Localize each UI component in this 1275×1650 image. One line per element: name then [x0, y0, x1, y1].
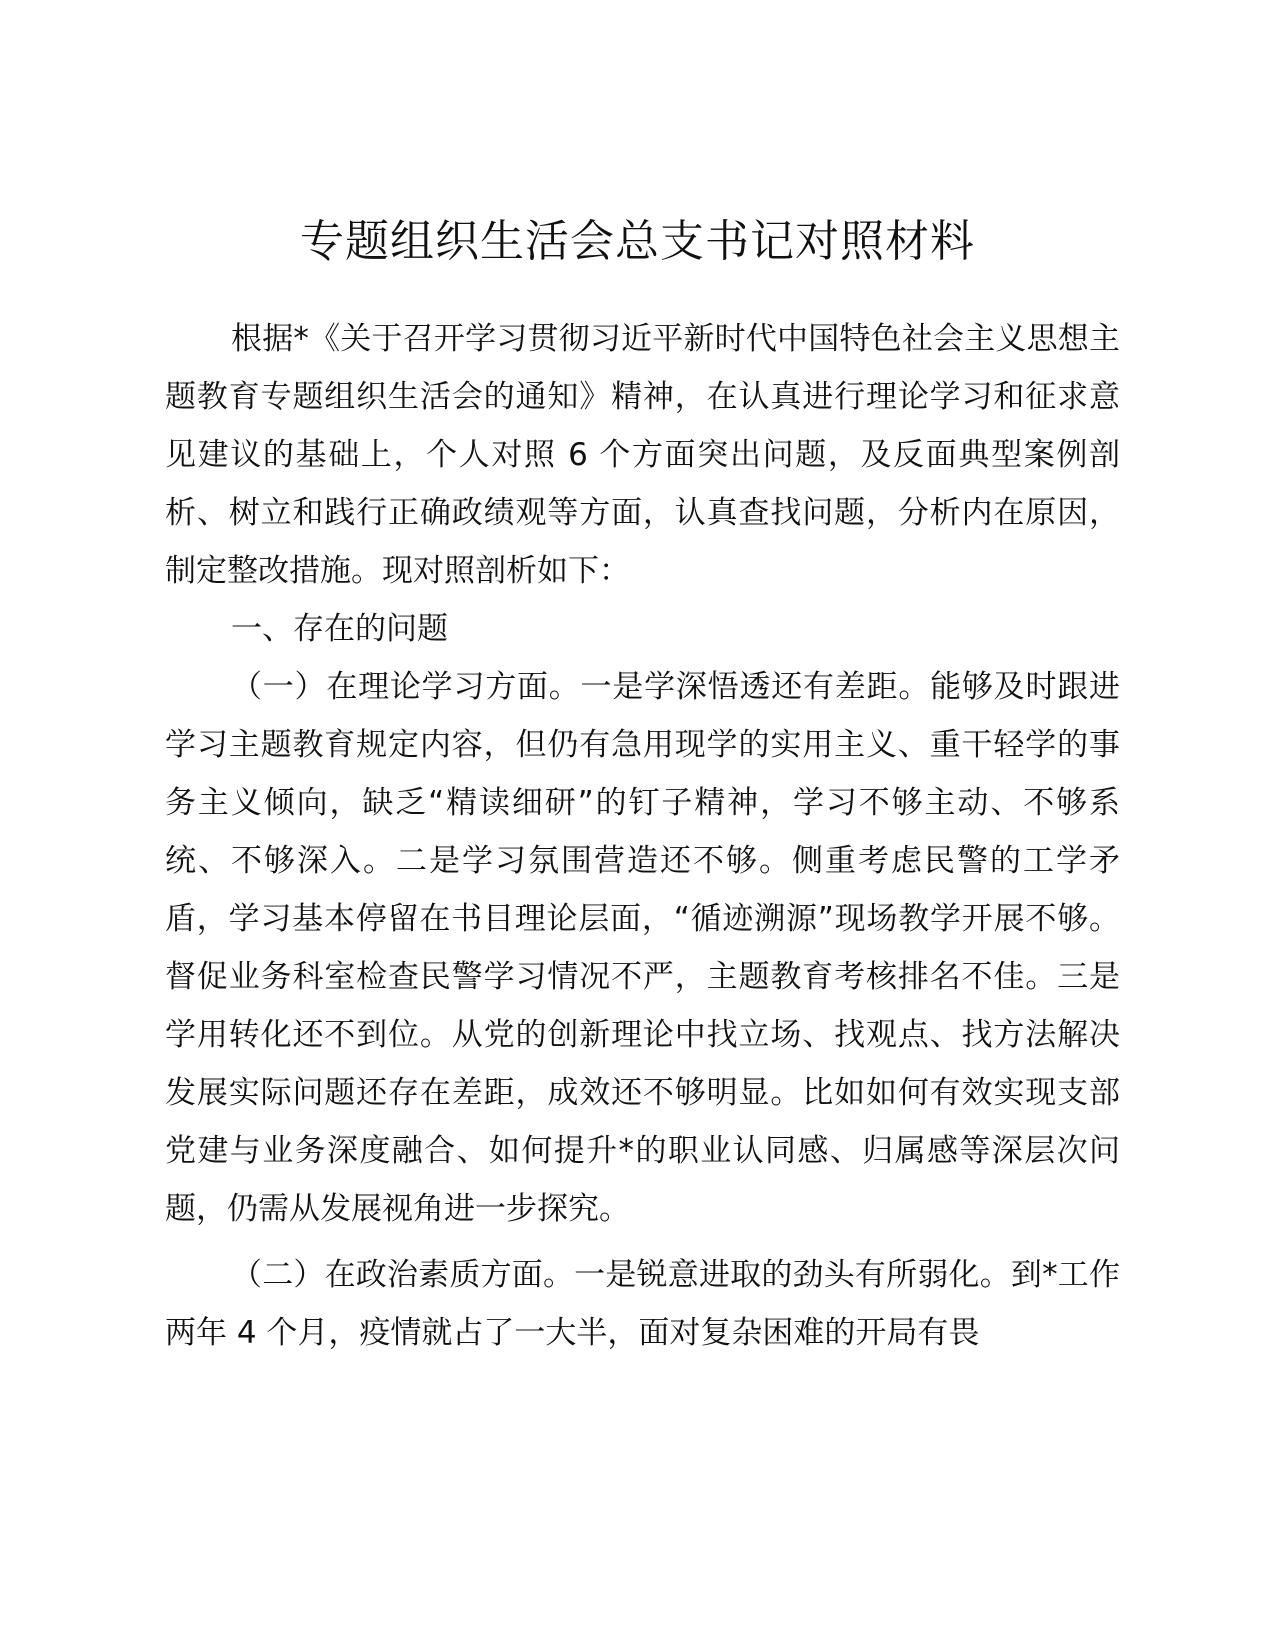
- paragraph-theory-study: （一）在理论学习方面。一是学深悟透还有差距。能够及时跟进学习主题教育规定内容，但仍有急用现学的实用主义、重干轻学的事务主义倾向，缺乏“精读细研”的钉子精神，学习不够主动、不够系统、不够深入。二是学习氛围营造还不够。侧重考虑民警的工学矛盾，学习基本停留在书目理论层面，“循迹溯源”现场教学开展不够。督促业务科室检查民警学习情况不严，主题教育考核排名不佳。三是学用转化还不到位。从党的创新理论中找立场、找观点、找方法解决发展实际问题还存在差距，成效还不够明显。比如如何有效实现支部党建与业务深度融合、如何提升*的职业认同感、归属感等深层次问题，仍需从发展视角进一步探究。: [165, 669, 1120, 1227]
- document-body: [165, 310, 1120, 1362]
- document-title: 专题组织生活会总支书记对照材料: [300, 216, 975, 267]
- section-heading-problems: 一、存在的问题: [231, 611, 448, 647]
- paragraph-gap: [165, 1238, 1120, 1246]
- paragraph-political-quality: （二）在政治素质方面。一是锐意进取的劲头有所弱化。到*工作两年 4 个月，疫情就占了一大半，面对复杂困难的开局有畏: [165, 1257, 1120, 1351]
- intro-paragraph: 根据*《关于召开学习贯彻习近平新时代中国特色社会主义思想主题教育专题组织生活会的通知》精神，在认真进行理论学习和征求意见建议的基础上，个人对照 6 个方面突出问题，及反面典型案例剖析、树立和践行正确政绩观等方面，认真查找问题，分析内在原因，制定整改措施。现对照剖析如下：: [165, 321, 1120, 589]
